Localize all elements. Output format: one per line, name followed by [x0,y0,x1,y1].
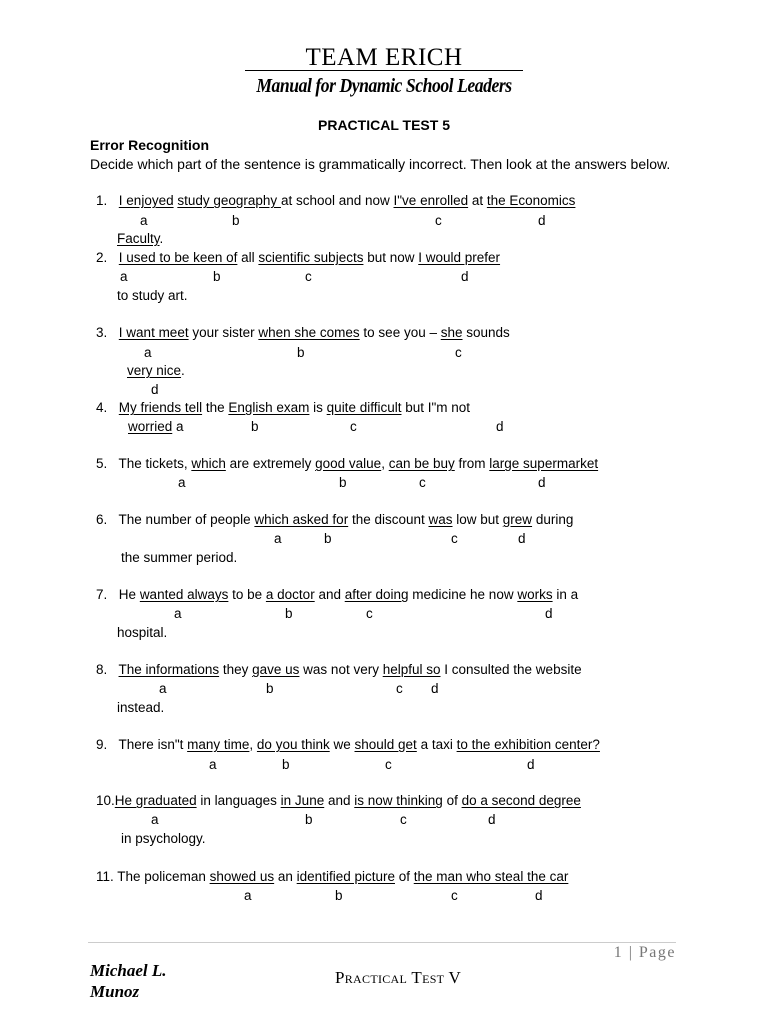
option-d: do a second degree [461,793,581,808]
letter-a: a [151,812,159,827]
letter-b: b [266,681,274,696]
letter-b: b [232,213,240,228]
item-number: 2. [96,250,108,265]
letter-b: b [297,345,305,360]
item-10 [96,793,581,808]
sentence-text: the [202,400,229,415]
letter-d: d [527,757,535,772]
item-number: 9. [96,737,108,752]
option-c: I would prefer [418,250,501,265]
item-continuation: the summer period. [121,550,238,565]
sentence-text: is [309,400,327,415]
item-number: 10. [96,793,115,808]
letter-d: d [151,382,159,397]
option-b: scientific subjects [258,250,364,265]
sentence-text: , [249,737,257,752]
letter-a: a [244,888,252,903]
option-c: grew [502,512,533,527]
option-a: He graduated [114,793,197,808]
section-title: Error Recognition [90,137,210,153]
option-a: The informations [118,662,220,677]
sentence-text: but I"m not [401,400,471,415]
item-3 [96,325,510,340]
item-number: 1. [96,193,108,208]
letter-c: c [435,213,442,228]
sentence-text: He [118,587,140,602]
item-9 [96,737,600,752]
letter-c: c [396,681,403,696]
item-continuation [117,231,163,246]
sentence-text: . [159,231,164,246]
sentence-text: sounds [462,325,510,340]
option-c: is now thinking [354,793,443,808]
option-b: in June [280,793,325,808]
option-b: English exam [228,400,310,415]
item-2 [96,250,500,265]
letter-d: d [431,681,439,696]
option-d: very nice [127,363,182,378]
option-c: should get [354,737,417,752]
sentence-text: in a [552,587,579,602]
option-a: which asked for [254,512,349,527]
footer-divider [88,942,676,943]
sentence-text: they [219,662,253,677]
option-a: wanted always [139,587,229,602]
letter-c: c [366,606,373,621]
letter-b: b [335,888,343,903]
sentence-text: are extremely [225,456,316,471]
option-a: I used to be keen of [118,250,238,265]
footer-author: Michael L. Munoz [90,961,167,1001]
item-5 [96,456,598,471]
letter-c: c [305,269,312,284]
sentence-text: I consulted the website [440,662,582,677]
option-c: she [440,325,463,340]
option-c: I"ve enrolled [393,193,469,208]
letter-c: c [451,888,458,903]
sentence-text: we [329,737,355,752]
letter-b: b [285,606,293,621]
page-number: 1 | Page [613,944,676,961]
sentence-text: and [324,793,355,808]
item-number: 3. [96,325,108,340]
option-b: gave us [252,662,300,677]
item-continuation [128,419,184,434]
sentence-text: There isn"t [118,737,188,752]
item-number: 6. [96,512,108,527]
option-d: large supermarket [489,456,599,471]
option-b: was [428,512,453,527]
item-number: 5. [96,456,108,471]
letter-d: d [538,475,546,490]
option-d: worried [128,419,173,434]
letter-a: a [274,531,282,546]
option-a: I enjoyed [118,193,174,208]
option-a: which [191,456,226,471]
document-title: TEAM ERICH [305,44,463,71]
document-subtitle: Manual for Dynamic School Leaders [256,75,512,97]
sentence-text: The tickets, [118,456,192,471]
option-b: a doctor [265,587,315,602]
option-b: identified picture [296,869,395,884]
letter-d: d [535,888,543,903]
sentence-text: of [442,793,462,808]
item-continuation: to study art. [117,288,188,303]
letter-b: b [339,475,347,490]
letter-a: a [144,345,152,360]
option-d: to the exhibition center? [456,737,600,752]
letter-a: a [178,475,186,490]
item-number: 8. [96,662,108,677]
sentence-text: The number of people [118,512,255,527]
item-continuation: in psychology. [121,831,206,846]
option-a: showed us [209,869,275,884]
letter-a: a [140,213,148,228]
item-7 [96,587,578,602]
test-title: PRACTICAL TEST 5 [318,117,450,133]
letter-c: c [350,419,357,434]
letter-b: b [324,531,332,546]
sentence-text: an [274,869,297,884]
letter-d: d [518,531,526,546]
sentence-text: all [237,250,259,265]
sentence-text: a taxi [416,737,457,752]
letter-c: c [451,531,458,546]
letter-b: b [213,269,221,284]
sentence-text: The policeman [117,869,210,884]
letter-d: d [461,269,469,284]
sentence-text: your sister [188,325,259,340]
option-b: do you think [256,737,330,752]
letter-d: d [545,606,553,621]
letter-c: c [385,757,392,772]
letter-c: c [400,812,407,827]
item-11 [96,869,568,884]
sentence-text: at school and now [280,193,394,208]
item-4 [96,400,470,415]
option-a: many time [187,737,250,752]
sentence-text: and [314,587,345,602]
footer-title: Practical Test V [335,968,462,987]
sentence-text: but now [363,250,419,265]
sentence-text: of [394,869,414,884]
letter-a: a [174,606,182,621]
option-b: study geography [177,193,281,208]
sentence-text: from [454,456,490,471]
letter-d: d [488,812,496,827]
letter-d: d [496,419,504,434]
sentence-text: in languages [196,793,281,808]
letter-a: a [172,419,184,434]
option-b: when she comes [258,325,360,340]
item-8 [96,662,582,677]
option-d: works [517,587,553,602]
title-rule [245,70,523,71]
item-number: 7. [96,587,108,602]
sentence-text: at [468,193,487,208]
sentence-text: to see you – [359,325,441,340]
letter-a: a [209,757,217,772]
letter-a: a [159,681,167,696]
item-number: 4. [96,400,108,415]
option-a: I want meet [118,325,189,340]
item-number: 11. [96,869,114,884]
letter-d: d [538,213,546,228]
sentence-text: . [181,363,185,378]
option-c: quite difficult [326,400,402,415]
item-6 [96,512,573,527]
letter-b: b [305,812,313,827]
sentence-text: low but [452,512,503,527]
sentence-text: medicine he now [408,587,518,602]
sentence-text: , [381,456,389,471]
option-d: the Economics [486,193,576,208]
option-a: My friends tell [118,400,203,415]
sentence-text: to be [228,587,266,602]
sentence-text: was not very [299,662,383,677]
option-b: good value [315,456,382,471]
option-c: can be buy [388,456,455,471]
letter-a: a [120,269,128,284]
option-d-cont: Faculty [117,231,160,246]
letter-c: c [419,475,426,490]
item-continuation [127,363,185,378]
item-continuation: hospital. [117,625,168,640]
option-c: helpful so [382,662,441,677]
item-continuation: instead. [117,700,165,715]
sentence-text: during [532,512,574,527]
sentence-text: the discount [348,512,429,527]
instructions: Decide which part of the sentence is grammatically incorrect. Then look at the answers below. [90,156,671,172]
letter-b: b [251,419,259,434]
letter-b: b [282,757,290,772]
item-1 [96,193,575,208]
option-c: the man who steal the car [413,869,569,884]
letter-c: c [455,345,462,360]
option-c: after doing [344,587,409,602]
